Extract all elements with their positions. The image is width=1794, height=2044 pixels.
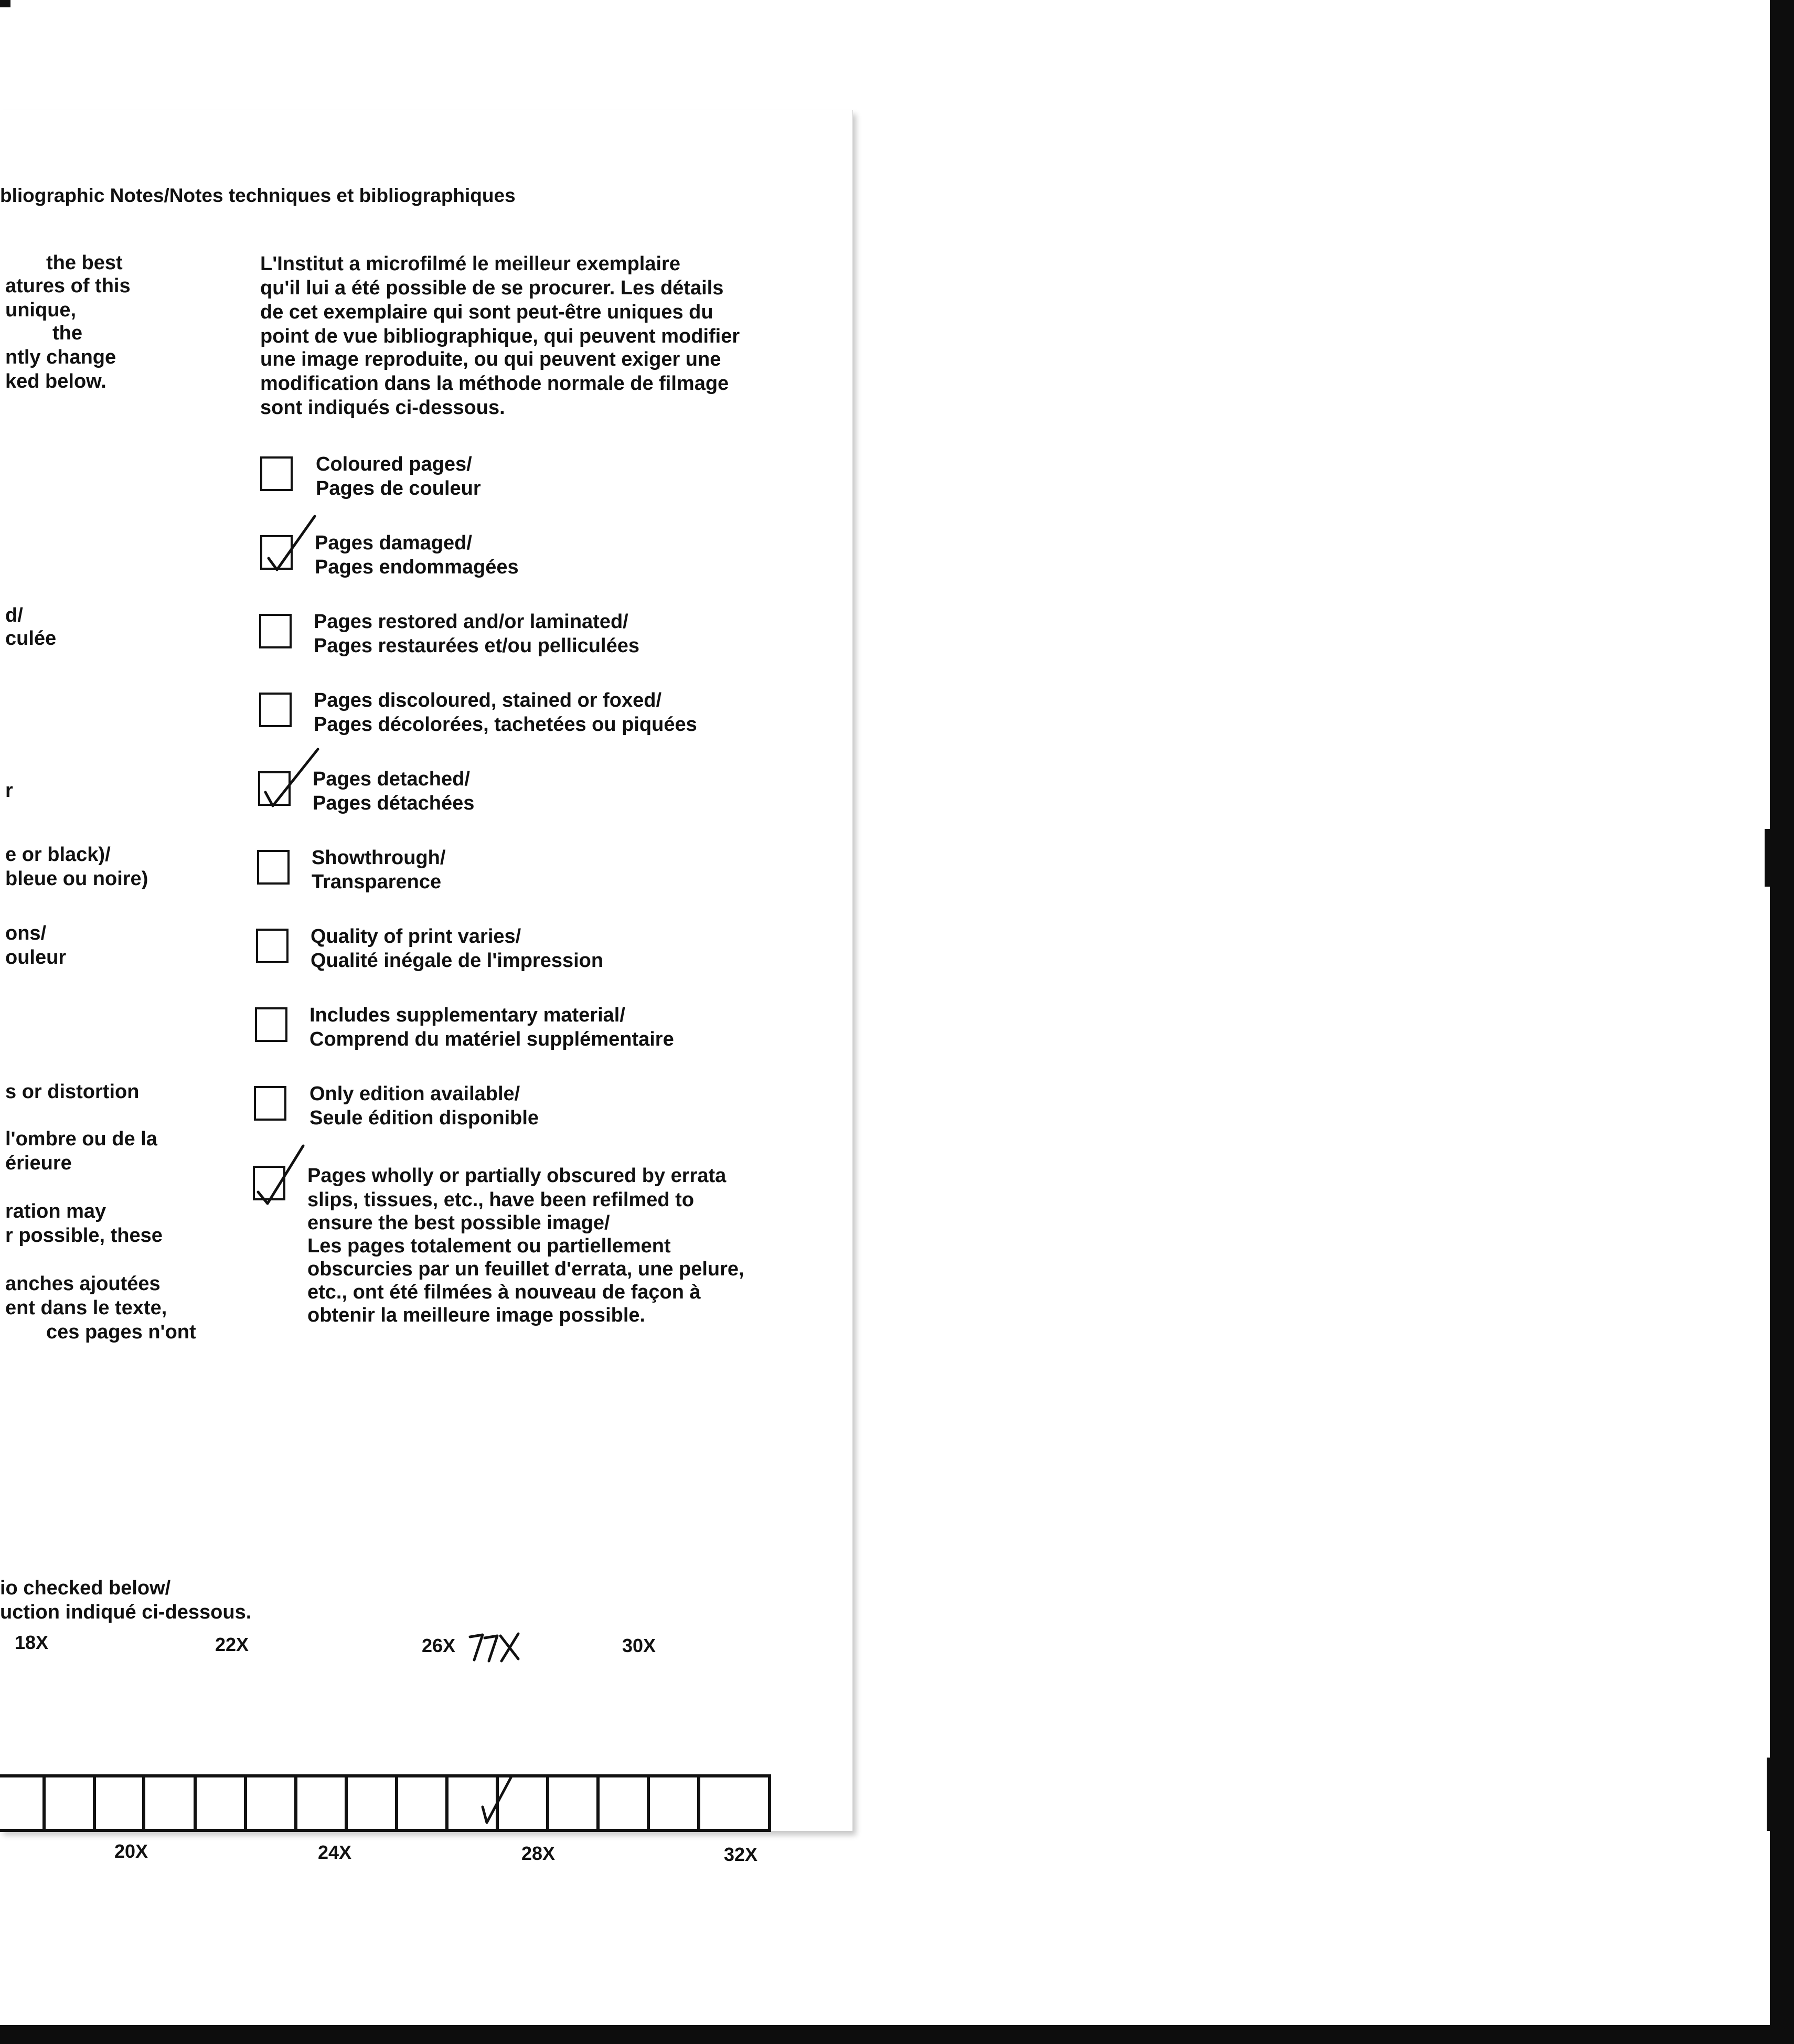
checkbox-pages-obscured[interactable] bbox=[253, 1166, 285, 1200]
left-fragment: anches ajoutées bbox=[5, 1273, 161, 1295]
item-label: Pages damaged/ bbox=[315, 532, 472, 554]
item-label: slips, tissues, etc., have been refilmed to bbox=[307, 1189, 695, 1211]
item-label: Only edition available/ bbox=[309, 1083, 520, 1105]
item-label: Seule édition disponible bbox=[309, 1107, 539, 1129]
scale-label-22x: 22X bbox=[215, 1634, 249, 1655]
scan-bottom-border bbox=[0, 2025, 1794, 2044]
ratio-cell-divider bbox=[294, 1777, 297, 1829]
scale-label-28x: 28X bbox=[521, 1843, 556, 1864]
checkbox-coloured-pages[interactable] bbox=[260, 456, 293, 491]
scan-edge-mark bbox=[0, 0, 10, 7]
left-fragment: bleue ou noire) bbox=[5, 868, 148, 890]
document-sheet bbox=[0, 110, 853, 1865]
checkbox-pages-restored[interactable] bbox=[259, 614, 292, 648]
item-label: Les pages totalement ou partiellement bbox=[307, 1235, 671, 1257]
intro-line: qu'il lui a été possible de se procurer. Les détails bbox=[260, 277, 724, 299]
left-fragment: ces pages n'ont bbox=[46, 1321, 196, 1343]
left-fragment: ration may bbox=[5, 1200, 106, 1222]
intro-line: une image reproduite, ou qui peuvent exiger une bbox=[260, 348, 721, 370]
left-fragment: the bbox=[52, 322, 82, 344]
checkbox-supplementary-material[interactable] bbox=[255, 1007, 287, 1042]
ratio-cell-divider bbox=[697, 1777, 700, 1829]
scan-right-border bbox=[1770, 0, 1794, 2044]
left-fragment: ntly change bbox=[5, 346, 116, 368]
intro-line: de cet exemplaire qui sont peut-être uniques du bbox=[260, 301, 713, 323]
left-fragment: the best bbox=[46, 252, 123, 274]
left-fragment: unique, bbox=[5, 299, 77, 321]
left-fragment: d/ bbox=[5, 604, 23, 626]
left-fragment: e or black)/ bbox=[5, 844, 111, 866]
left-fragment: culée bbox=[5, 627, 57, 650]
checkbox-only-edition[interactable] bbox=[254, 1086, 286, 1121]
left-fragment: érieure bbox=[5, 1152, 72, 1174]
left-fragment: l'ombre ou de la bbox=[5, 1128, 157, 1150]
ratio-cell-divider bbox=[345, 1777, 348, 1829]
scale-label-26x: 26X bbox=[422, 1635, 456, 1656]
left-fragment: ons/ bbox=[5, 922, 47, 944]
checkbox-showthrough[interactable] bbox=[257, 850, 290, 885]
reduction-line: io checked below/ bbox=[0, 1577, 171, 1599]
ratio-cell-divider bbox=[93, 1777, 96, 1829]
reduction-line: uction indiqué ci-dessous. bbox=[0, 1601, 252, 1623]
handwritten-ratio-27x bbox=[467, 1626, 530, 1668]
item-label: Pages décolorées, tachetées ou piquées bbox=[314, 714, 697, 736]
left-fragment: r possible, these bbox=[5, 1225, 163, 1247]
scale-label-24x: 24X bbox=[318, 1841, 352, 1863]
item-label: Showthrough/ bbox=[312, 847, 446, 869]
ratio-cell-divider bbox=[445, 1777, 448, 1829]
item-label: Pages restored and/or laminated/ bbox=[314, 611, 628, 633]
scale-label-32x: 32X bbox=[724, 1844, 758, 1865]
item-label: Pages discoloured, stained or foxed/ bbox=[314, 689, 662, 711]
scale-label-30x: 30X bbox=[622, 1635, 656, 1656]
item-label: Includes supplementary material/ bbox=[309, 1004, 625, 1026]
item-label: Pages detached/ bbox=[313, 768, 470, 790]
left-fragment: r bbox=[5, 780, 13, 802]
item-label: Qualité inégale de l'impression bbox=[311, 950, 604, 972]
header-title: bliographic Notes/Notes techniques et bibliographiques bbox=[0, 185, 516, 206]
ratio-cell-divider bbox=[244, 1777, 247, 1829]
left-fragment: ouleur bbox=[5, 946, 67, 968]
reduction-ratio-strip bbox=[0, 1774, 771, 1832]
scale-label-20x: 20X bbox=[114, 1840, 148, 1862]
ratio-cell-divider bbox=[596, 1777, 600, 1829]
ratio-check-icon[interactable] bbox=[471, 1770, 518, 1833]
left-fragment: ked below. bbox=[5, 370, 106, 392]
left-fragment: ent dans le texte, bbox=[5, 1297, 167, 1319]
intro-line: L'Institut a microfilmé le meilleur exemplaire bbox=[260, 253, 680, 275]
item-label: ensure the best possible image/ bbox=[307, 1212, 610, 1234]
intro-line: point de vue bibliographique, qui peuvent modifier bbox=[260, 325, 740, 347]
ratio-cell-divider bbox=[142, 1777, 145, 1829]
checkbox-pages-discoloured[interactable] bbox=[259, 693, 292, 727]
item-label: Pages détachées bbox=[313, 792, 475, 814]
item-label: Transparence bbox=[312, 871, 442, 893]
item-label: Pages restaurées et/ou pelliculées bbox=[314, 635, 639, 657]
ratio-cell-divider bbox=[395, 1777, 398, 1829]
scan-border-notch bbox=[1767, 1758, 1770, 1831]
checkbox-pages-detached[interactable] bbox=[258, 771, 291, 806]
scan-border-notch bbox=[1765, 829, 1770, 887]
item-label: Pages wholly or partially obscured by errata bbox=[307, 1165, 727, 1187]
item-label: Pages endommagées bbox=[315, 556, 519, 578]
ratio-cell-divider bbox=[546, 1777, 549, 1829]
item-label: Coloured pages/ bbox=[316, 453, 472, 475]
scale-label-18x: 18X bbox=[15, 1632, 49, 1653]
item-label: Comprend du matériel supplémentaire bbox=[309, 1028, 674, 1050]
ratio-cell-divider bbox=[194, 1777, 197, 1829]
intro-line: sont indiqués ci-dessous. bbox=[260, 397, 505, 419]
ratio-cell-divider bbox=[647, 1777, 650, 1829]
item-label: Pages de couleur bbox=[316, 477, 481, 499]
checkbox-quality-of-print[interactable] bbox=[256, 929, 289, 963]
left-fragment: s or distortion bbox=[5, 1081, 140, 1103]
checkbox-pages-damaged[interactable] bbox=[260, 535, 293, 570]
item-label: obscurcies par un feuillet d'errata, une pelure, bbox=[307, 1258, 744, 1280]
item-label: obtenir la meilleure image possible. bbox=[307, 1304, 646, 1326]
item-label: Quality of print varies/ bbox=[311, 925, 521, 948]
item-label: etc., ont été filmées à nouveau de façon à bbox=[307, 1281, 701, 1303]
intro-line: modification dans la méthode normale de filmage bbox=[260, 372, 729, 395]
left-fragment: atures of this bbox=[5, 275, 131, 297]
ratio-cell-divider bbox=[42, 1777, 46, 1829]
